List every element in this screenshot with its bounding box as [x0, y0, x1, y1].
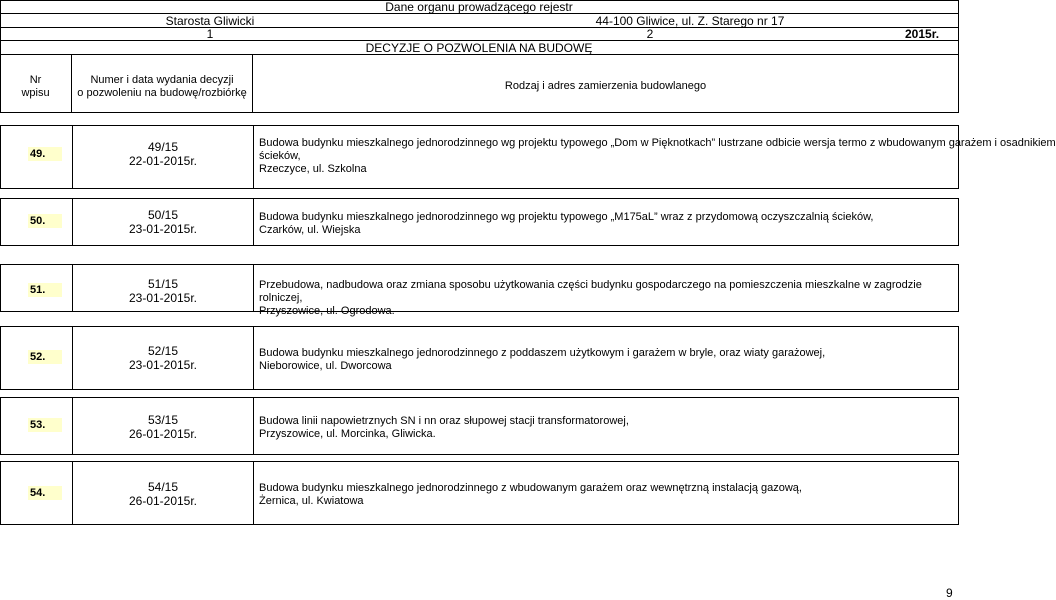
decision-info [73, 344, 253, 372]
project-description [259, 415, 954, 441]
decision-number: 52/15 [147, 344, 179, 358]
row-separator [253, 199, 254, 245]
decision-date: 26-01-2015r. [128, 427, 198, 441]
decision-number: 53/15 [147, 413, 179, 427]
description-line: Budowa budynku mieszkalnego jednorodzinnego z poddaszem użytkowym i garażem w bryle, oraz wiaty garażowej, [259, 347, 826, 359]
decision-date: 23-01-2015r. [128, 291, 198, 305]
section-title: DECYZJE O POZWOLENIA NA BUDOWĘ [365, 41, 593, 55]
column-header-decision-line2: o pozwoleniu na budowę/rozbiórkę [77, 87, 247, 99]
column-number-1: 1 [206, 27, 214, 41]
entry-number: 54. [28, 486, 62, 500]
table-row [0, 198, 959, 246]
table-row [0, 264, 959, 317]
description-line: Budowa linii napowietrznych SN i nn oraz słupowej stacji transformatorowej, [259, 415, 629, 427]
register-year: 2015r. [905, 27, 940, 41]
row-separator [253, 462, 254, 524]
project-address: Żernica, ul. Kwiatowa [259, 495, 364, 507]
decision-info [73, 413, 253, 441]
table-row [0, 461, 959, 525]
table-row [0, 326, 959, 390]
column-header-decision-line1: Numer i data wydania decyzji [90, 74, 234, 86]
decision-number: 54/15 [147, 480, 179, 494]
header-right-border [958, 0, 959, 113]
entry-number: 50. [28, 214, 62, 228]
register-title: Dane organu prowadzącego rejestr [385, 0, 573, 14]
project-address: Nieborowice, ul. Dworcowa [259, 360, 392, 372]
project-description [259, 211, 954, 237]
column-header-nr-line2: wpisu [21, 87, 50, 99]
decision-date: 23-01-2015r. [128, 358, 198, 372]
project-address: Przyszowice, ul. Morcinka, Gliwicka. [259, 428, 436, 440]
row-separator [253, 327, 254, 389]
column-number-2: 2 [646, 27, 654, 41]
decision-info [73, 140, 253, 168]
decision-info [73, 208, 253, 236]
decision-info [73, 277, 253, 305]
decision-number: 49/15 [147, 140, 179, 154]
project-address: Rzeczyce, ul. Szkolna [259, 163, 367, 175]
page-number: 9 [946, 586, 953, 600]
decision-date: 22-01-2015r. [128, 154, 198, 168]
row-separator [253, 398, 254, 454]
decision-date: 23-01-2015r. [128, 222, 198, 236]
description-line: Budowa budynku mieszkalnego jednorodzinnego wg projektu typowego „Dom w Pięknotkach” lustrzane odbicie wersja termo z wbudowanym garażem i osadnikiem [259, 137, 1056, 149]
decision-number: 51/15 [147, 277, 179, 291]
project-address: Przyszowice, ul. Ogrodowa. [259, 305, 395, 317]
organ-address: 44-100 Gliwice, ul. Z. Starego nr 17 [595, 14, 785, 28]
entry-number: 51. [28, 283, 62, 297]
project-description [259, 347, 954, 373]
decision-info [73, 480, 253, 508]
entry-number: 49. [28, 147, 62, 161]
row-separator [253, 265, 254, 311]
row-separator [253, 126, 254, 188]
description-line: Budowa budynku mieszkalnego jednorodzinnego z wbudowanym garażem oraz wewnętrzną instalacją gazową, [259, 482, 802, 494]
column-header-decision [72, 74, 252, 100]
table-row [0, 397, 959, 455]
organ-name: Starosta Gliwicki [165, 14, 255, 28]
columns-bottom-border [0, 112, 958, 113]
description-line: Przebudowa, nadbudowa oraz zmiana sposobu użytkowania części budynku gospodarczego na pomieszczenia mieszkalne w zagrodzie rolniczej, [259, 279, 922, 304]
project-address: Czarków, ul. Wiejska [259, 224, 361, 236]
column-header-type: Rodzaj i adres zamierzenia budowlanego [504, 80, 707, 92]
table-row [0, 125, 1056, 189]
description-line: Budowa budynku mieszkalnego jednorodzinnego wg projektu typowego „M175aL” wraz z przydomową oczyszczalnią ścieków, [259, 211, 874, 223]
decision-date: 26-01-2015r. [128, 494, 198, 508]
column-header-nr-line1: Nr [29, 74, 42, 86]
entry-number: 52. [28, 350, 62, 364]
project-description [259, 482, 954, 508]
project-description [259, 137, 1056, 176]
column-header-nr [0, 74, 71, 100]
project-description [259, 279, 954, 318]
decision-number: 50/15 [147, 208, 179, 222]
description-line: ścieków, [259, 150, 301, 162]
entry-number: 53. [28, 418, 62, 432]
